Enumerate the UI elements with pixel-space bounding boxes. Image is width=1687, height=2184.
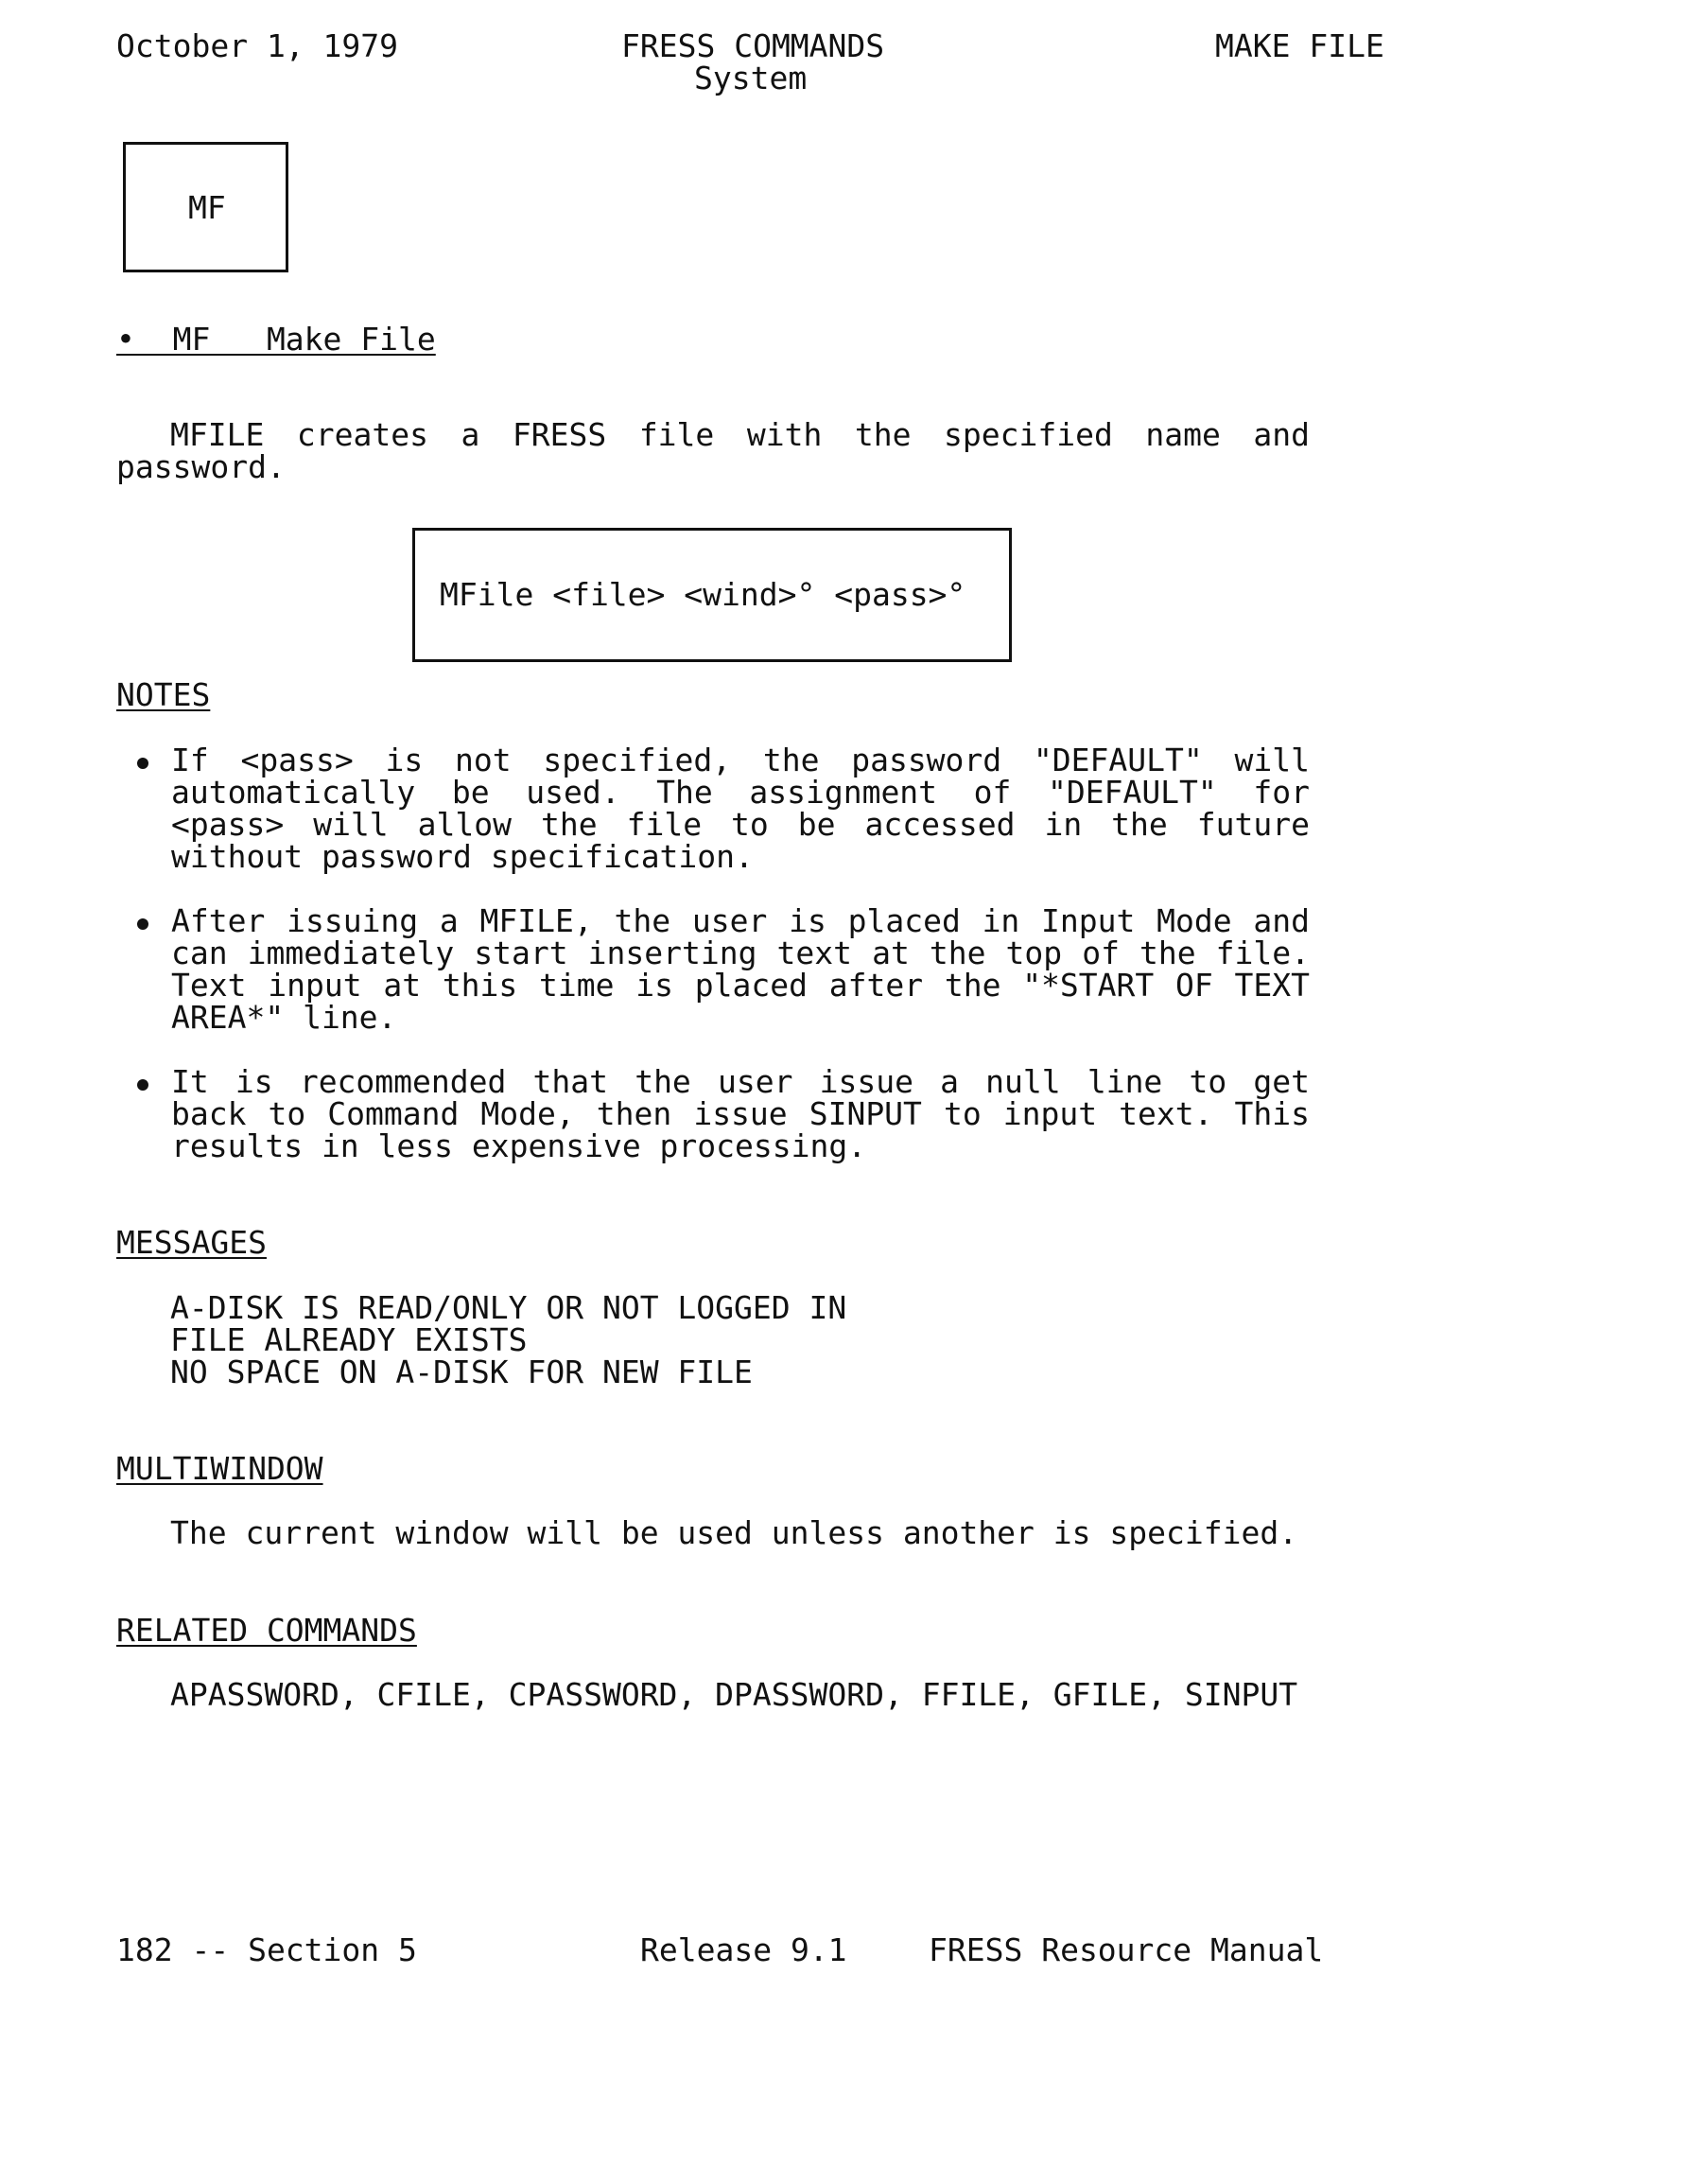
note-text: It is recommended that the user issue a null line to get back to Command Mode, then issue SINPUT to input text. This results in less expensive processing.: [171, 1063, 1310, 1164]
bullet-icon: [137, 1079, 148, 1091]
notes-heading: NOTES: [116, 676, 211, 713]
bullet-icon: [137, 758, 148, 769]
footer-page: 182 -- Section 5: [116, 1931, 417, 1968]
header-date: October 1, 1979: [116, 27, 399, 64]
messages-heading: MESSAGES: [116, 1224, 267, 1261]
message-line: NO SPACE ON A-DISK FOR NEW FILE: [170, 1354, 753, 1390]
note-text: If <pass> is not specified, the password "DEFAULT" will automatically be used. The assignment of "DEFAULT" for <pass> will allow the file to be accessed in the future without password specification.: [171, 742, 1310, 875]
intro-paragraph: MFILE creates a FRESS file with the specified name and password.: [116, 416, 1310, 485]
message-line: FILE ALREADY EXISTS: [170, 1321, 528, 1358]
header-title: FRESS COMMANDS: [621, 27, 885, 64]
footer-release: Release 9.1: [640, 1931, 847, 1968]
command-abbreviation-box: [123, 142, 288, 272]
command-abbreviation: MF: [188, 189, 226, 226]
syntax-box: [412, 528, 1012, 662]
note-text: After issuing a MFILE, the user is placed in Input Mode and can immediately start inserting text at the top of the file. Text input at this time is placed after the "*START OF TEXT AREA*" line.: [171, 902, 1310, 1036]
note-item: [116, 1063, 1310, 1164]
multiwindow-heading: MULTIWINDOW: [116, 1450, 323, 1487]
command-heading: • MF Make File: [116, 321, 436, 358]
bullet-icon: [137, 918, 148, 930]
related-commands-heading: RELATED COMMANDS: [116, 1612, 417, 1649]
note-item: [116, 744, 1310, 873]
message-line: A-DISK IS READ/ONLY OR NOT LOGGED IN: [170, 1289, 847, 1326]
note-item: [116, 902, 1310, 1036]
footer-manual: FRESS Resource Manual: [929, 1931, 1324, 1968]
header-command-name: MAKE FILE: [1215, 27, 1384, 64]
header-subtitle: System: [694, 60, 808, 96]
notes-list: [116, 744, 1310, 1195]
related-commands-text: APASSWORD, CFILE, CPASSWORD, DPASSWORD, FFILE, GFILE, SINPUT: [170, 1676, 1298, 1713]
multiwindow-text: The current window will be used unless another is specified.: [170, 1514, 1298, 1551]
syntax-text: MFile <file> <wind>° <pass>°: [440, 576, 966, 613]
